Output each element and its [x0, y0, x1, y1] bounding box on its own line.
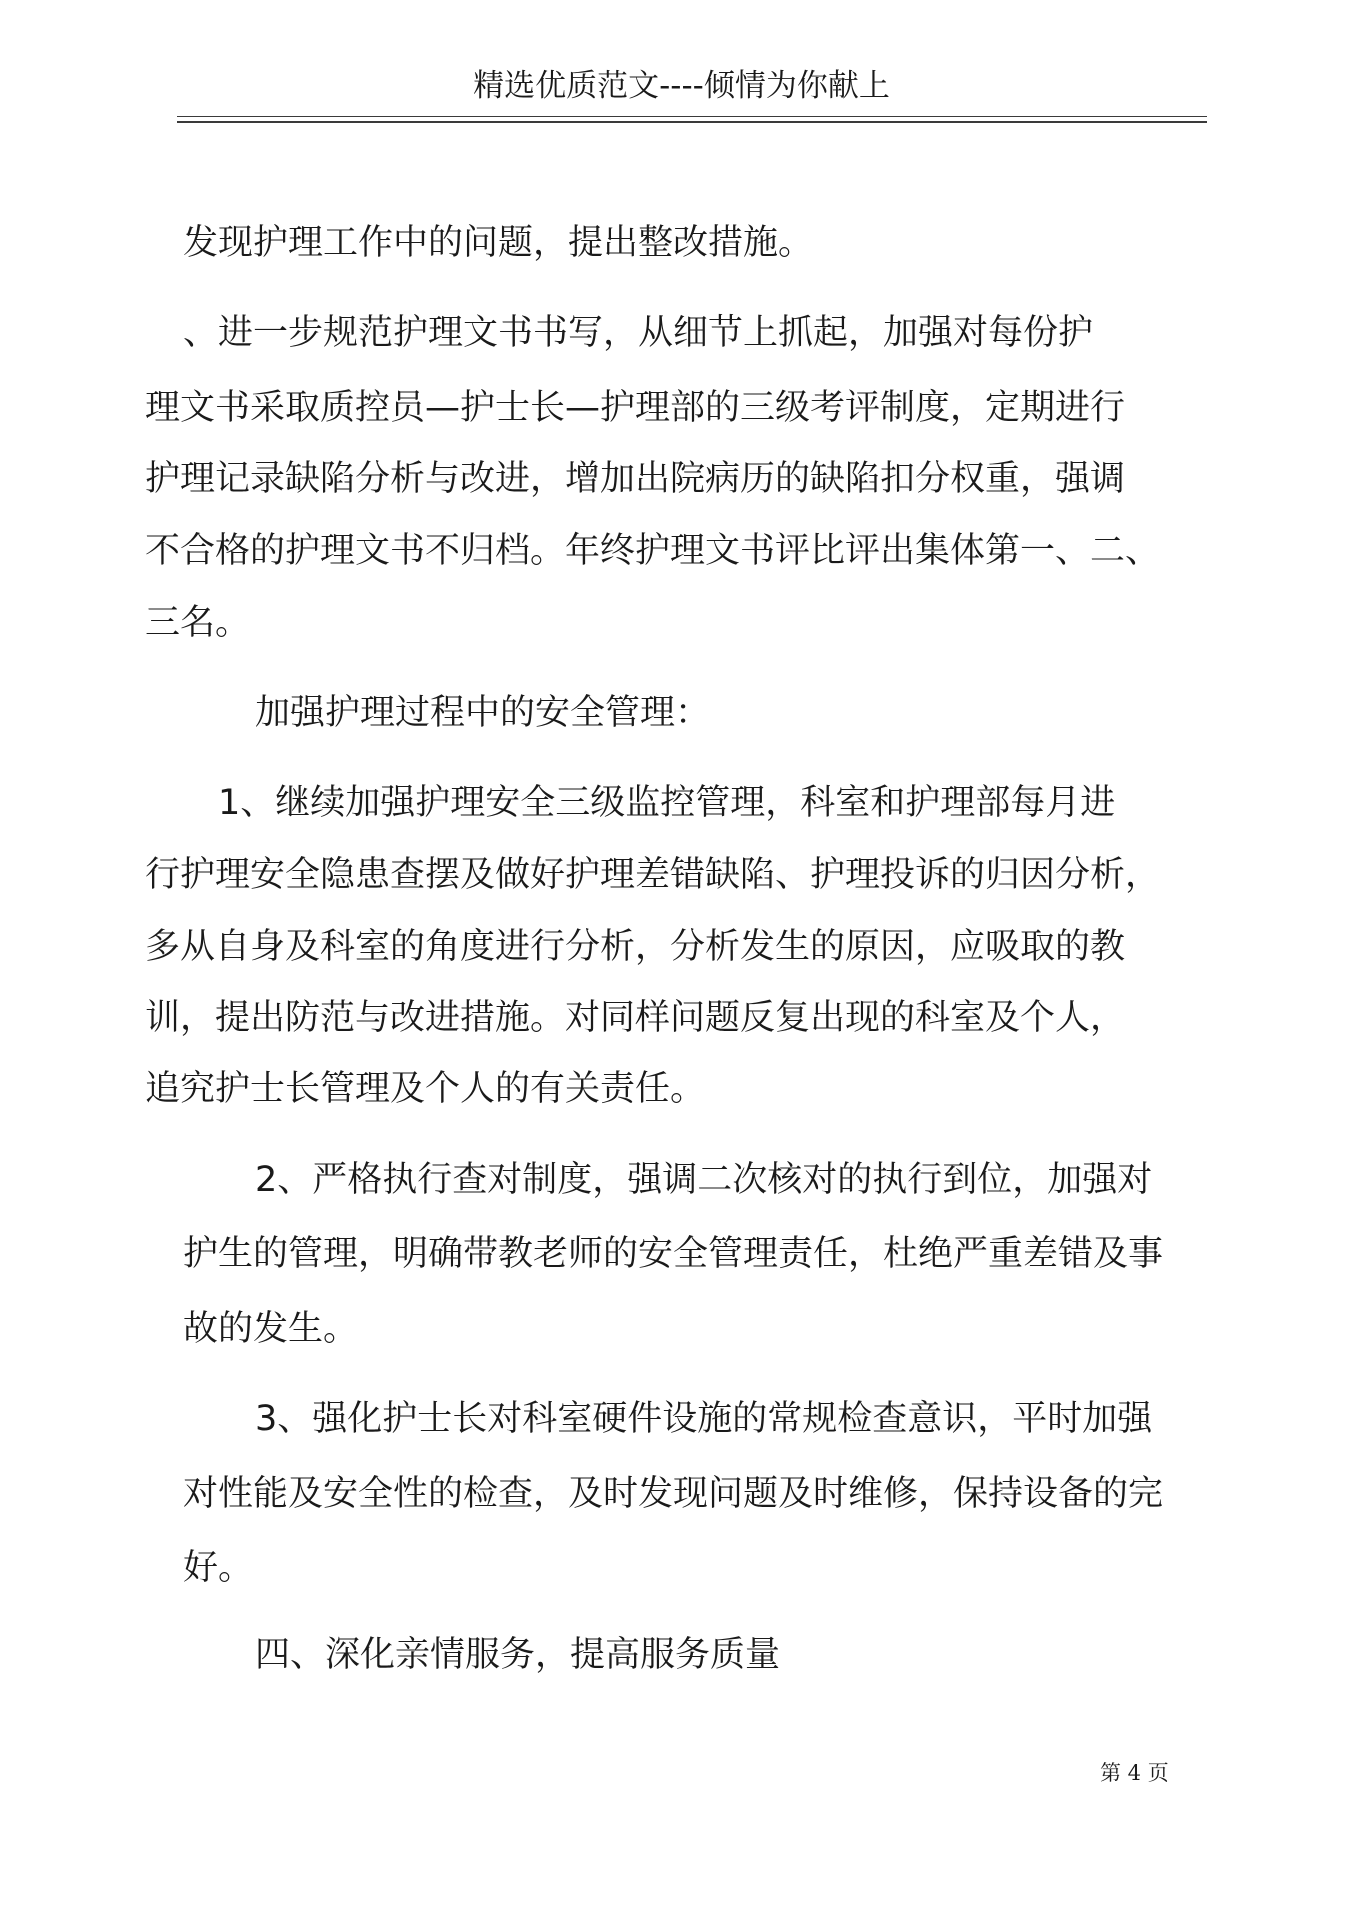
paragraph-line: 故的发生。: [183, 1309, 359, 1349]
paragraph-line: 好。: [183, 1548, 254, 1588]
header-divider: [177, 116, 1207, 117]
paragraph-line: 理文书采取质控员—护士长—护理部的三级考评制度，定期进行: [145, 388, 1126, 428]
paragraph-line: 训，提出防范与改进措施。对同样问题反复出现的科室及个人，: [145, 998, 1126, 1038]
paragraph-line: 护理记录缺陷分析与改进，增加出院病历的缺陷扣分权重，强调: [145, 459, 1126, 499]
paragraph-line: 1、继续加强护理安全三级监控管理，科室和护理部每月进: [218, 783, 1116, 823]
paragraph-line: 发现护理工作中的问题，提出整改措施。: [183, 223, 814, 263]
paragraph-line: 2、严格执行查对制度，强调二次核对的执行到位，加强对: [255, 1160, 1153, 1200]
paragraph-line: 追究护士长管理及个人的有关责任。: [145, 1069, 706, 1109]
section-heading: 四、深化亲情服务，提高服务质量: [255, 1635, 781, 1675]
section-heading: 加强护理过程中的安全管理：: [255, 693, 711, 733]
header-divider-thick: [177, 121, 1207, 123]
paragraph-line: 、进一步规范护理文书书写，从细节上抓起，加强对每份护: [183, 313, 1094, 353]
paragraph-line: 不合格的护理文书不归档。年终护理文书评比评出集体第一、二、: [145, 531, 1161, 571]
paragraph-line: 护生的管理，明确带教老师的安全管理责任，杜绝严重差错及事: [183, 1234, 1164, 1274]
paragraph-line: 对性能及安全性的检查，及时发现问题及时维修，保持设备的完: [183, 1474, 1164, 1514]
page-number: 第 4 页: [1100, 1761, 1169, 1785]
paragraph-line: 多从自身及科室的角度进行分析，分析发生的原因，应吸取的教: [145, 927, 1126, 967]
paragraph-line: 行护理安全隐患查摆及做好护理差错缺陷、护理投诉的归因分析，: [145, 855, 1161, 895]
paragraph-line: 3、强化护士长对科室硬件设施的常规检查意识，平时加强: [255, 1399, 1153, 1439]
page-header-title: 精选优质范文----倾情为你献上: [473, 68, 890, 104]
paragraph-line: 三名。: [145, 603, 251, 643]
